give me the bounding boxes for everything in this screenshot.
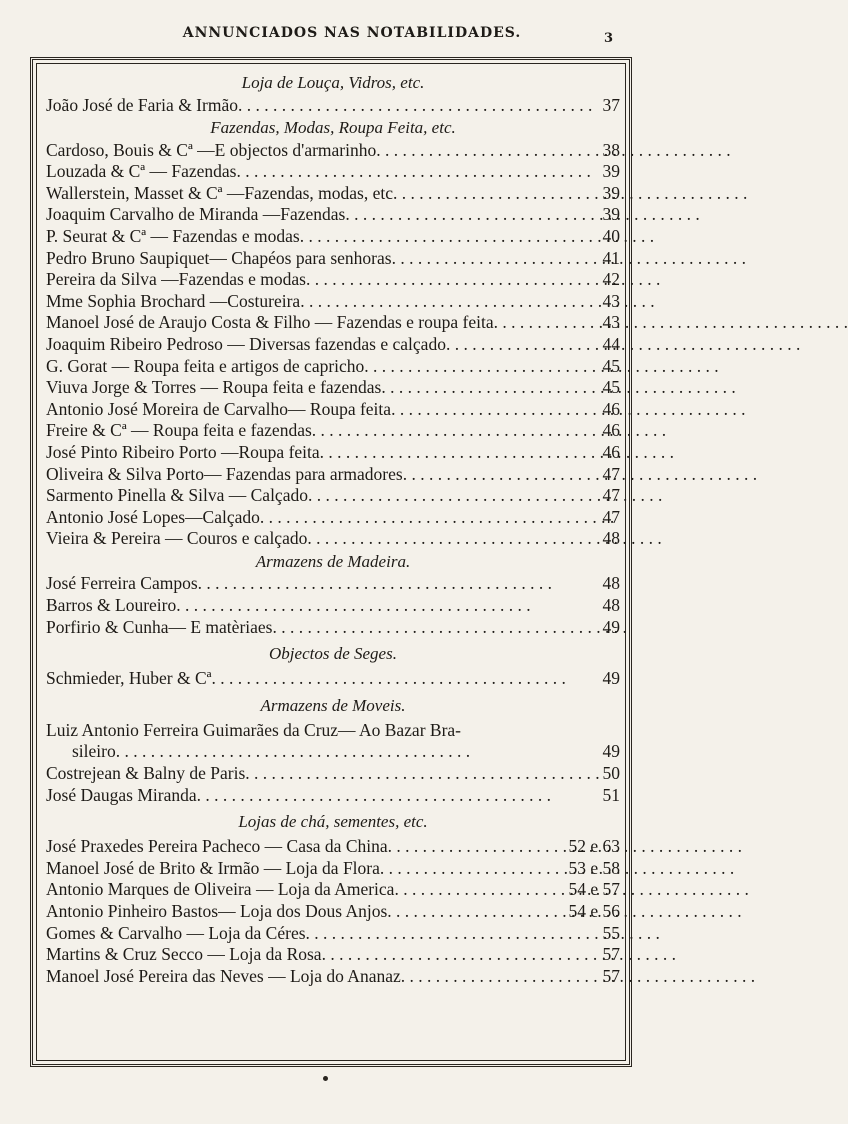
index-entry <box>46 161 620 183</box>
index-entry <box>46 763 620 785</box>
page-number: 3 <box>604 31 614 46</box>
entry-text: G. Gorat — Roupa feita e artigos de capricho <box>46 355 365 376</box>
entry-text: Louzada & Cª — Fazendas <box>46 161 237 182</box>
entry-page: 48 <box>602 528 620 549</box>
section-heading: Objectos de Seges. <box>269 644 397 664</box>
entry-text: Luiz Antonio Ferreira Guimarães da Cruz— Ao Bazar Bra- <box>46 719 462 740</box>
entry-page: 47 <box>602 485 620 506</box>
entry-page: 51 <box>602 784 620 805</box>
index-entry <box>46 183 620 205</box>
entry-page: 42 <box>602 269 620 290</box>
index-entry <box>46 140 620 162</box>
index-entry <box>46 420 620 442</box>
entry-text: Joaquim Ribeiro Pedroso — Diversas fazendas e calçado <box>46 333 446 354</box>
section-heading: Loja de Louça, Vidros, etc. <box>241 73 425 92</box>
index-entry-continuation <box>46 741 620 763</box>
index-entry <box>46 836 620 858</box>
index-entry <box>46 617 620 639</box>
index-entry <box>46 858 620 880</box>
index-entry <box>46 668 620 690</box>
entry-text: Schmieder, Huber & Cª <box>46 668 212 689</box>
entry-text: José Ferreira Campos <box>46 573 198 594</box>
entry-text: Manoel José de Brito & Irmão — Loja da Flora <box>46 857 380 878</box>
index-entry <box>46 442 620 464</box>
entry-text: Gomes & Carvalho — Loja da Céres <box>46 922 306 943</box>
entry-page: 46 <box>602 398 620 419</box>
index-entry <box>46 226 620 248</box>
entry-page: 48 <box>602 594 620 615</box>
index-entry <box>46 595 620 617</box>
entry-text: Antonio Pinheiro Bastos— Loja dos Dous Anjos <box>46 900 388 921</box>
entry-text: Viuva Jorge & Torres — Roupa feita e fazendas <box>46 377 382 398</box>
entry-page: 49 <box>602 741 620 762</box>
index-entry <box>46 528 620 550</box>
index-entry <box>46 334 620 356</box>
entry-page: 47 <box>602 506 620 527</box>
entry-page: 45 <box>602 355 620 376</box>
entry-page: 50 <box>602 762 620 783</box>
index-entry <box>46 923 620 945</box>
entry-text: Cardoso, Bouis & Cª —E objectos d'armarinho <box>46 139 377 160</box>
entry-page: 54 e 56 <box>568 900 620 921</box>
index-entry <box>46 95 620 117</box>
entry-text: Porfirio & Cunha— E matèriaes <box>46 616 273 637</box>
entry-text: Mme Sophia Brochard —Costureira <box>46 290 301 311</box>
index-entry <box>46 966 620 988</box>
index-entry <box>46 204 620 226</box>
entry-page: 38 <box>602 139 620 160</box>
entry-page: 55 <box>602 922 620 943</box>
entry-page: 49 <box>602 616 620 637</box>
entry-text: sileiro <box>72 741 116 762</box>
entry-text: Sarmento Pinella & Silva — Calçado <box>46 485 308 506</box>
entry-text: José Praxedes Pereira Pacheco — Casa da China <box>46 836 388 857</box>
index-entry <box>46 944 620 966</box>
index-entry <box>46 291 620 313</box>
index-entry <box>46 399 620 421</box>
index-entry <box>46 377 620 399</box>
index-entry <box>46 485 620 507</box>
index-entry <box>46 356 620 378</box>
entry-page: 45 <box>602 377 620 398</box>
entry-page: 46 <box>602 420 620 441</box>
advertiser-index <box>46 71 620 987</box>
entry-page: 37 <box>602 94 620 115</box>
entry-text: Pedro Bruno Saupiquet— Chapéos para senhoras <box>46 247 392 268</box>
index-entry <box>46 720 620 742</box>
entry-page: 39 <box>602 161 620 182</box>
running-header: ANNUNCIADOS NAS NOTABILIDADES. <box>182 25 522 41</box>
section-heading: Armazens de Moveis. <box>260 695 406 715</box>
entry-page: 39 <box>602 204 620 225</box>
entry-text: João José de Faria & Irmão <box>46 94 238 115</box>
section-heading: Armazens de Madeira. <box>255 551 411 571</box>
entry-page: 43 <box>602 290 620 311</box>
index-entry <box>46 573 620 595</box>
entry-page: 53 e 58 <box>568 857 620 878</box>
entry-text: José Daugas Miranda <box>46 784 197 805</box>
entry-text: Vieira & Pereira — Couros e calçado <box>46 528 308 549</box>
entry-page: 43 <box>602 312 620 333</box>
index-entry <box>46 269 620 291</box>
index-entry <box>46 901 620 923</box>
index-entry <box>46 312 620 334</box>
entry-page: 47 <box>602 463 620 484</box>
entry-text: Costrejean & Balny de Paris <box>46 762 246 783</box>
section-heading: Lojas de chá, sementes, etc. <box>238 812 428 832</box>
entry-text: Barros & Loureiro <box>46 594 177 615</box>
entry-text: José Pinto Ribeiro Porto —Roupa feita <box>46 441 320 462</box>
entry-page: 48 <box>602 573 620 594</box>
entry-text: Manoel José de Araujo Costa & Filho — Fazendas e roupa feita <box>46 312 494 333</box>
index-entry <box>46 785 620 807</box>
entry-page: 52 e 63 <box>568 836 620 857</box>
entry-page: 40 <box>602 225 620 246</box>
ink-dot <box>323 1076 328 1081</box>
section-heading: Fazendas, Modas, Roupa Feita, etc. <box>210 118 456 138</box>
entry-page: 57 <box>602 944 620 965</box>
entry-page: 46 <box>602 441 620 462</box>
index-entry <box>46 879 620 901</box>
entry-text: Antonio José Lopes—Calçado <box>46 506 260 527</box>
entry-page: 44 <box>602 333 620 354</box>
entry-page: 49 <box>602 668 620 689</box>
index-entry <box>46 507 620 529</box>
entry-text: Pereira da Silva —Fazendas e modas <box>46 269 306 290</box>
entry-text: Manoel José Pereira das Neves — Loja do Ananaz <box>46 965 401 986</box>
entry-page: 54 e 57 <box>568 879 620 900</box>
entry-text: Martins & Cruz Secco — Loja da Rosa <box>46 944 322 965</box>
entry-text: Joaquim Carvalho de Miranda —Fazendas <box>46 204 346 225</box>
entry-text: P. Seurat & Cª — Fazendas e modas <box>46 225 300 246</box>
entry-text: Antonio Marques de Oliveira — Loja da America <box>46 879 395 900</box>
entry-page: 39 <box>602 182 620 203</box>
entry-page: 57 <box>602 965 620 986</box>
entry-text: Oliveira & Silva Porto— Fazendas para armadores <box>46 463 403 484</box>
index-entry <box>46 464 620 486</box>
index-entry <box>46 248 620 270</box>
entry-text: Antonio José Moreira de Carvalho— Roupa feita <box>46 398 392 419</box>
entry-text: Freire & Cª — Roupa feita e fazendas <box>46 420 312 441</box>
entry-page: 41 <box>602 247 620 268</box>
entry-text: Wallerstein, Masset & Cª —Fazendas, modas, etc <box>46 182 394 203</box>
